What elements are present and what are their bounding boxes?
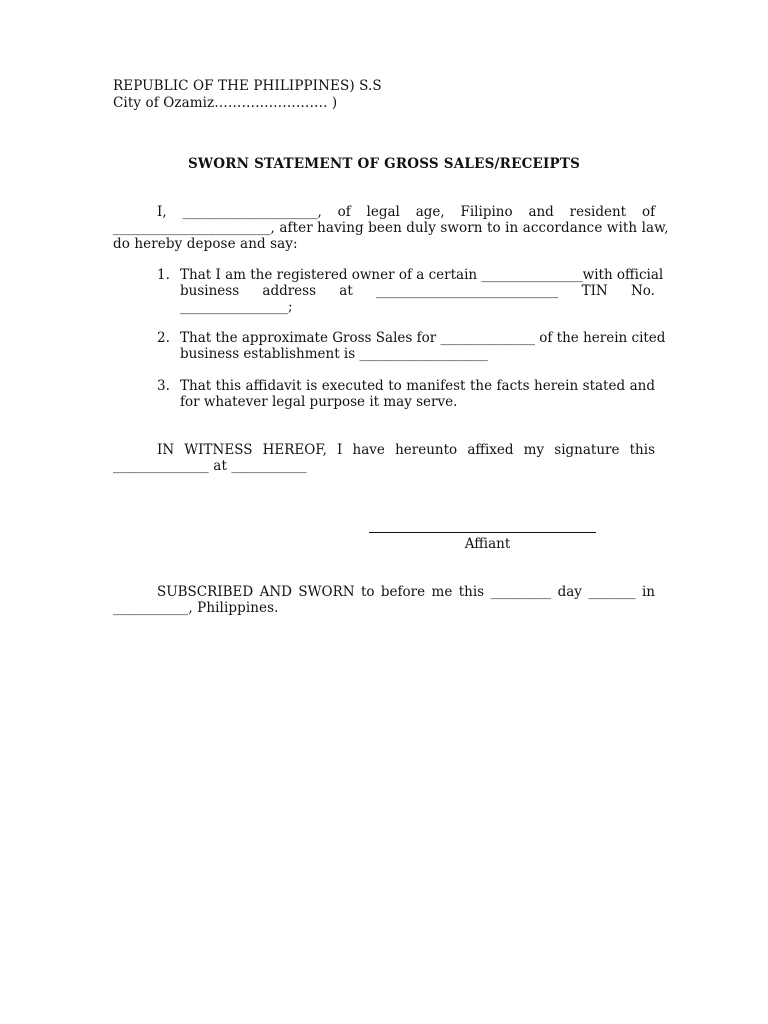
intro-word: legal [366, 204, 400, 220]
subscribed-line-2: ___________, Philippines. [113, 600, 279, 616]
witness-line-1: IN WITNESS HEREOF, I have hereunto affixed my signature this [157, 442, 655, 458]
item-1-text [180, 267, 664, 315]
item-word: at [339, 283, 353, 299]
item-word: No. [630, 283, 655, 299]
witness-line-2: ______________ at ___________ [113, 458, 307, 474]
item-1-line-1: That I am the registered owner of a certain _______________with official [180, 267, 664, 283]
intro-word: resident [569, 204, 627, 220]
item-2-text [180, 330, 666, 362]
intro-line-1 [157, 204, 655, 220]
intro-word: age, [415, 204, 445, 220]
item-number: 2. [157, 330, 170, 346]
republic-header: REPUBLIC OF THE PHILIPPINES) S.S [113, 78, 382, 94]
subscribed-line-1: SUBSCRIBED AND SWORN to before me this _________ day _______ in [157, 584, 655, 600]
address-blank: ___________________________ [376, 283, 559, 299]
item-word: TIN [581, 283, 608, 299]
item-3-line-1: That this affidavit is executed to manifest the facts herein stated and [180, 378, 655, 394]
signature-line [369, 532, 596, 533]
item-1-line-2 [180, 283, 655, 299]
item-word: address [262, 283, 317, 299]
name-blank: ____________________, [182, 204, 322, 220]
city-header: City of Ozamiz……………………. ) [113, 95, 338, 111]
item-3-line-2: for whatever legal purpose it may serve. [180, 394, 458, 410]
intro-line-2: _______________________, after having been duly sworn to in accordance with law, [113, 220, 669, 236]
item-word: business [180, 283, 240, 299]
intro-word: of [337, 204, 351, 220]
item-3-text [180, 378, 655, 410]
item-2-line-1: That the approximate Gross Sales for ______________ of the herein cited [180, 330, 666, 346]
item-number: 1. [157, 267, 170, 283]
affiant-label: Affiant [464, 536, 511, 552]
intro-word: I, [157, 204, 167, 220]
item-2-line-2: business establishment is ___________________ [180, 346, 488, 362]
intro-word: of [641, 204, 656, 220]
document-title: SWORN STATEMENT OF GROSS SALES/RECEIPTS [187, 156, 581, 172]
intro-line-3: do hereby depose and say: [113, 236, 298, 252]
tin-blank: ________________; [180, 299, 293, 315]
intro-word: Filipino [460, 204, 513, 220]
item-number: 3. [157, 378, 170, 394]
intro-word: and [528, 204, 554, 220]
